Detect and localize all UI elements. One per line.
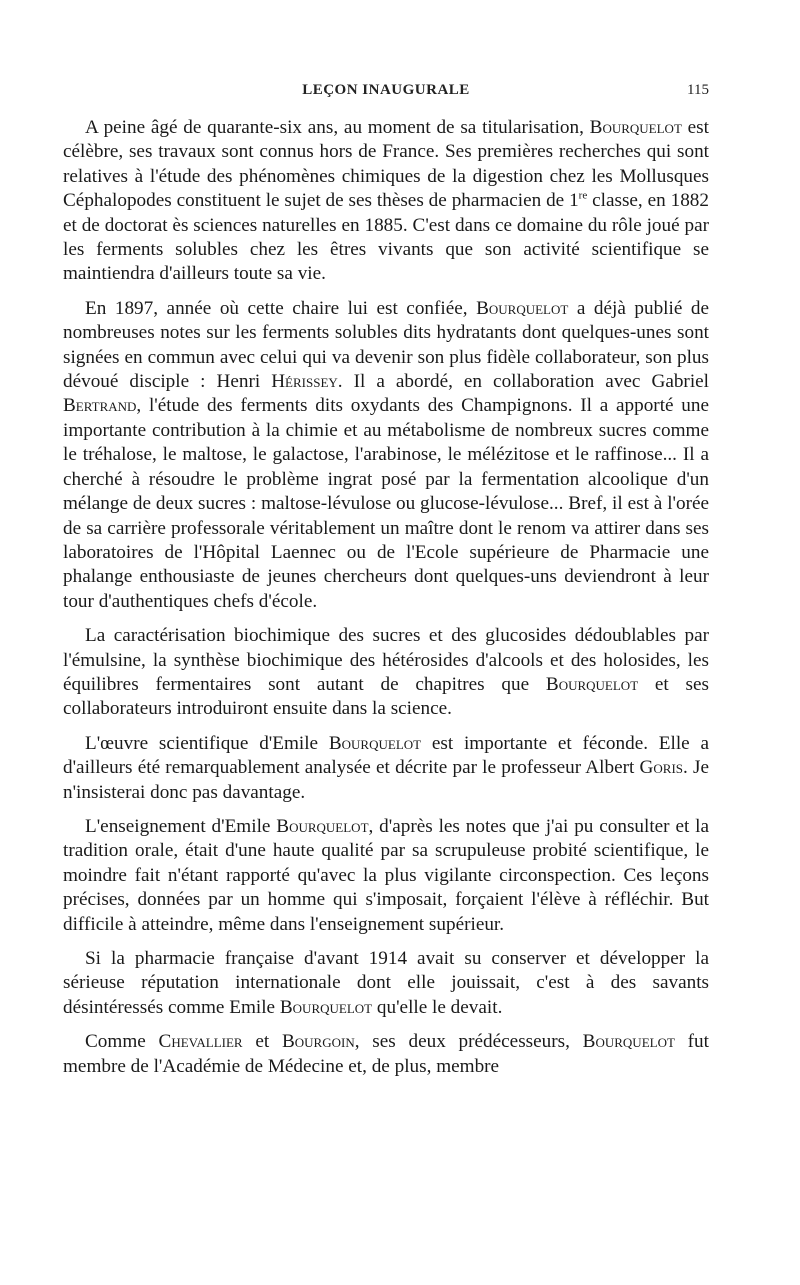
text-run: fut membre de l'Académie de Médecine et, de plus, membre	[63, 1031, 709, 1077]
person-name: Bourquelot	[545, 673, 639, 695]
text-run: et ses collaborateurs introduiront ensuite dans la science.	[63, 673, 709, 720]
text-run: a déjà publié de nombreuses notes sur les ferments solubles dits hydratants dont quelques-unes sont signées en commun avec celui qui va devenir son plus fidèle collaborateur, son plus dévoué disciple : Henri	[63, 297, 709, 393]
paragraph	[63, 732, 709, 805]
person-name: Bourquelot	[276, 815, 369, 837]
text-run: . Je n'insisterai donc pas davantage.	[63, 757, 710, 803]
person-name: Bourquelot	[476, 297, 569, 319]
person-name: Hérissey	[271, 371, 338, 393]
text-run: A peine âgé de quarante-six ans, au moment de sa titularisation,	[85, 117, 590, 138]
text-run: . Il a abordé, en collaboration avec Gabriel	[337, 371, 709, 393]
text-run: classe, en 1882 et de doctorat ès sciences naturelles en 1885. C'est dans ce domaine du rôle joué par les ferments solubles chez les êtres vivants que son activité scientifique se maintiendra d'ailleurs toute sa vie.	[63, 190, 709, 285]
paragraph	[63, 815, 709, 937]
text-run: En 1897, année où cette chaire lui est confiée,	[85, 297, 477, 319]
paragraph	[63, 624, 709, 722]
person-name: Goris	[639, 757, 684, 779]
paragraph	[63, 116, 709, 287]
superscript: re	[578, 189, 588, 202]
text-run: qu'elle le devait.	[372, 996, 503, 1018]
running-header	[63, 78, 709, 108]
document-page	[63, 78, 709, 1089]
text-run: , ses deux prédécesseurs,	[354, 1031, 583, 1053]
text-run: et	[242, 1031, 282, 1053]
body-text	[63, 116, 709, 1079]
text-run: , l'étude des ferments dits oxydants des Champignons. Il a apporté une importante contribution à la chimie et au métabolisme de nombreux sucres comme le tréhalose, le maltose, le galactose, l'arabinose, le mélézitose et le raffinose... Il a cherché à résoudre le problème ingrat posé par la fermentation alcoolique d'un mélange de deux sucres : maltose-lévulose ou glucose-lévulose... Bref, il est à l'orée de sa carrière professorale véritablement un maître dont le renom va attirer dans ses laboratoires de l'Hôpital Laennec ou de l'Ecole supérieure de Pharmacie une phalange enthousiaste de jeunes chercheurs dont quelques-uns deviendront à leur tour d'authentiques chefs d'école.	[63, 395, 709, 612]
person-name: Bourquelot	[328, 732, 422, 754]
text-run: L'œuvre scientifique d'Emile	[85, 732, 329, 754]
text-run: , d'après les notes que j'ai pu consulter et la tradition orale, était d'une haute qualité par sa scrupuleuse probité scientifique, le moindre fait n'étant rapporté qu'avec la plus vigilante circonspection. Ces leçons précises, données par un homme qui s'imposait, forçaient l'élève à réfléchir. But difficile à atteindre, même dans l'enseignement supérieur.	[63, 815, 710, 935]
person-name: Bourquelot	[582, 1031, 675, 1053]
person-name: Chevallier	[158, 1031, 243, 1053]
text-run: est importante et féconde. Elle a d'ailleurs été remarquablement analysée et décrite par le professeur Albert	[63, 732, 709, 779]
paragraph	[63, 297, 709, 614]
running-title: LEÇON INAUGURALE	[302, 82, 470, 98]
person-name: Bourquelot	[279, 996, 373, 1018]
text-run: L'enseignement d'Emile	[85, 815, 277, 837]
text-run: Si la pharmacie française d'avant 1914 avait su conserver et développer la sérieuse réputation internationale dont elle jouissait, c'est à des savants désintéressés comme Emile	[63, 948, 709, 1018]
person-name: Bourquelot	[589, 117, 682, 138]
paragraph	[63, 947, 709, 1020]
page-number: 115	[687, 82, 709, 98]
person-name: Bourgoin	[281, 1031, 355, 1053]
text-run: est célèbre, ses travaux sont connus hors de France. Ses premières recherches qui sont relatives à l'étude des phénomènes chimiques de la digestion chez les Mollusques Céphalopodes constituent le sujet de ses thèses de pharmacien de 1	[63, 117, 709, 212]
text-run: Comme	[85, 1031, 159, 1053]
text-run: La caractérisation biochimique des sucres et des glucosides dédoublables par l'émulsine, la synthèse biochimique des hétérosides d'alcools et des holosides, les équilibres fermentaires sont autant de chapitres que	[63, 625, 709, 695]
paragraph	[63, 1030, 709, 1079]
person-name: Bertrand	[63, 395, 137, 417]
